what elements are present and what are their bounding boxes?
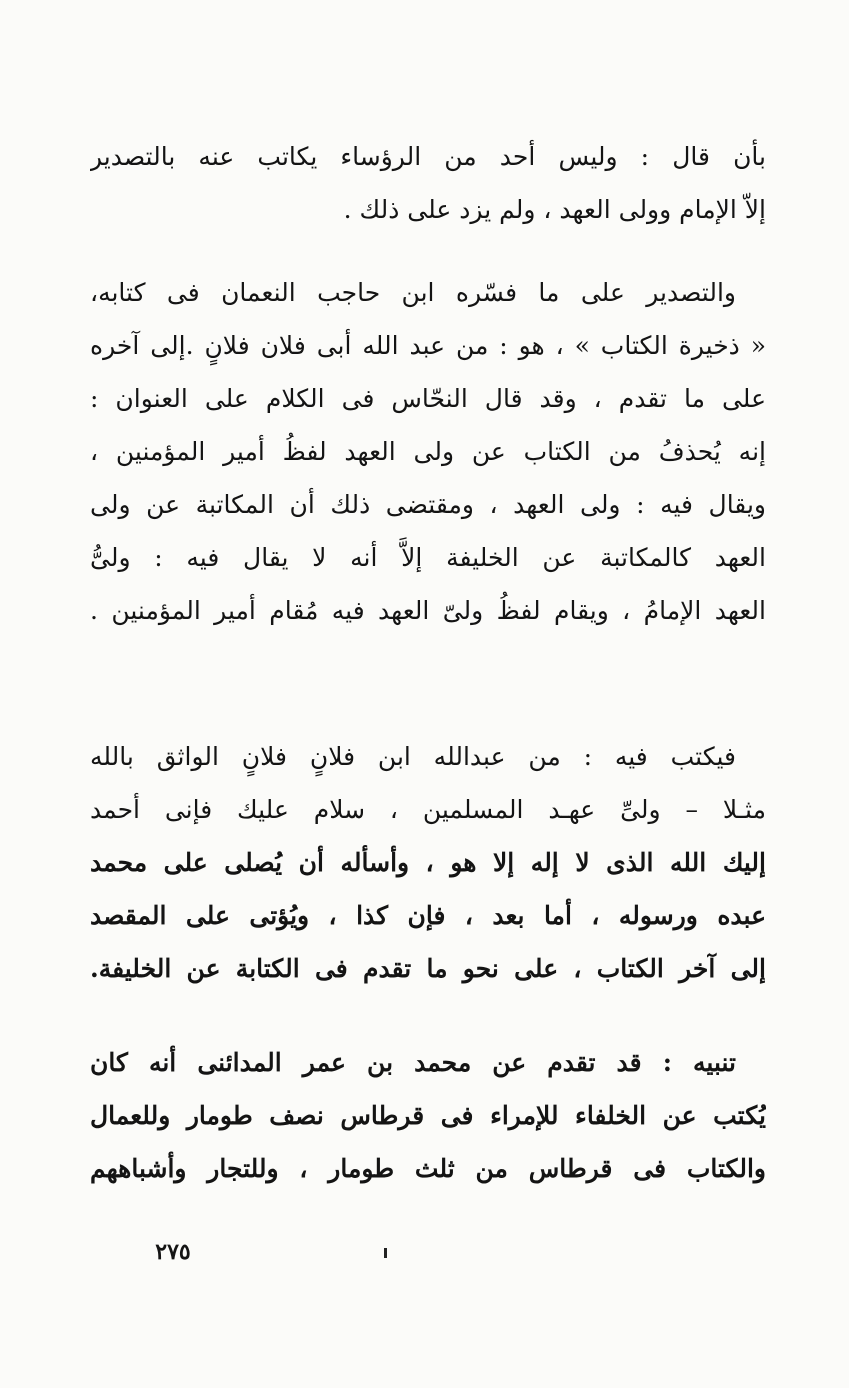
text-line: إليك الله الذى لا إله إلا هو ، وأسأله أن يُصلى على محمد [90,848,766,877]
text-line: فيكتب فيه : من عبدالله ابن فلانٍ فلانٍ الواثق بالله [90,742,736,771]
text-line: مثـلا – ولىِّ عهـد المسلمين ، سلام عليك فإنى أحمد [90,795,766,824]
text-line: إنه يُحذفُ من الكتاب عن ولى العهد لفظُ أمير المؤمنين ، [90,437,766,466]
text-line: تنبيه : قد تقدم عن محمد بن عمر المدائنى أنه كان [90,1048,736,1077]
text-line: العهد كالمكاتبة عن الخليفة إلاَّ أنه لا يقال فيه : ولىُّ [90,543,766,572]
paragraph-2 [90,266,766,637]
paragraph-4 [90,1036,766,1195]
text-line: والتصدير على ما فسّره ابن حاجب النعمان فى كتابه، [90,278,736,307]
text-line: ويقال فيه : ولى العهد ، ومقتضى ذلك أن المكاتبة عن ولى [90,490,766,519]
page-number: ٢٧٥ [155,1239,191,1265]
paragraph-1 [90,130,766,236]
text-line: إلى آخر الكتاب ، على نحو ما تقدم فى الكتابة عن الخليفة. [90,954,766,983]
text-line: « ذخيرة الكتاب » ، هو : من عبد الله أبى فلان فلانٍ .إلى آخره [90,331,766,360]
text-line: والكتاب فى قرطاس من ثلث طومار ، وللتجار وأشباههم [90,1154,766,1183]
text-line: يُكتب عن الخلفاء للإمراء فى قرطاس نصف طومار وللعمال [90,1101,766,1130]
text-line: إلاّ الإمام وولى العهد ، ولم يزد على ذلك . [343,195,766,224]
text-line: العهد الإمامُ ، ويقام لفظُ ولىّ العهد فيه مُقام أمير المؤمنين . [90,596,766,625]
text-line: على ما تقدم ، وقد قال النحّاس فى الكلام على العنوان : [90,384,766,413]
text-line: بأن قال : وليس أحد من الرؤساء يكاتب عنه بالتصدير [90,142,766,171]
paragraph-3 [90,730,766,995]
text-line: عبده ورسوله ، أما بعد ، فإن كذا ، ويُؤتى على المقصد [90,901,766,930]
print-mark [384,1248,387,1258]
